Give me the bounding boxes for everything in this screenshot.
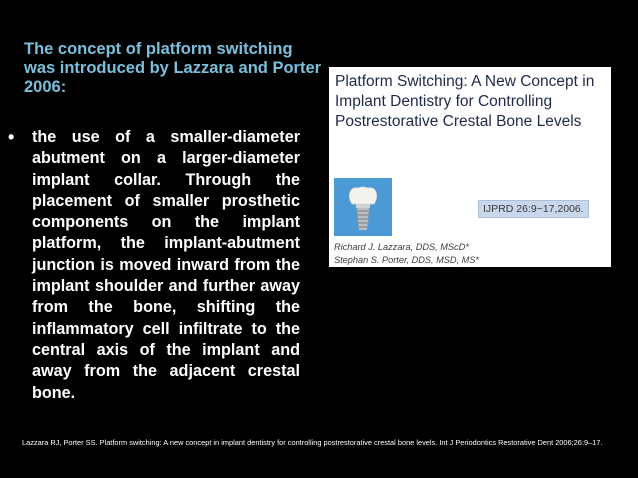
paper-title: Platform Switching: A New Concept in Implant Dentistry for Controlling Postrestorative Crestal Bone Levels <box>335 73 595 130</box>
bullet-marker: • <box>8 127 15 147</box>
slide-heading: The concept of platform switching was introduced by Lazzara and Porter 2006: <box>24 40 322 96</box>
reference-citation: Lazzara RJ, Porter SS. Platform switching: A new concept in implant dentistry for controlling postrestorative crestal bone levels. Int J Periodontics Restorative Dent 2006;26:9–17. <box>22 438 603 447</box>
bullet-text: the use of a smaller-diameter abutment on a larger-diameter implant collar. Through the placement of smaller prosthetic components on the implant platform, the implant-abutment junction is moved inward from the implant shoulder and further away from the bone, shifting the inflammatory cell infiltrate to the central axis of the implant and away from the adjacent crestal bone. <box>32 128 300 402</box>
author-porter: Stephan S. Porter, DDS, MSD, MS* <box>334 254 480 265</box>
dental-implant-icon <box>334 178 392 236</box>
journal-reference-box: IJPRD 26:9~17,2006. <box>478 200 589 218</box>
dental-implant-image <box>334 178 392 236</box>
author-lazzara: Richard J. Lazzara, DDS, MScD* <box>334 242 469 252</box>
paper-authors <box>334 241 608 266</box>
bullet-point <box>8 127 300 404</box>
paper-title-card <box>329 67 611 267</box>
